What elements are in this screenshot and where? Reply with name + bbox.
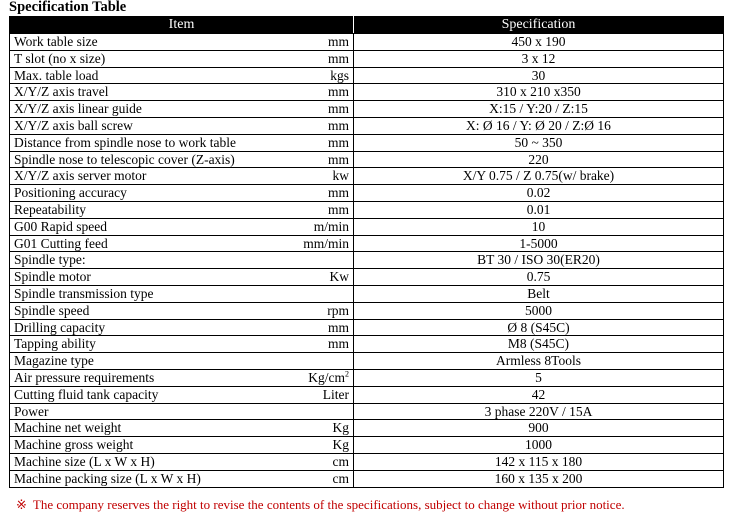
unit-text: mm xyxy=(327,319,349,335)
item-cell xyxy=(10,218,354,235)
item-cell xyxy=(10,168,354,185)
header-item: Item xyxy=(10,17,354,34)
unit-text: cm xyxy=(332,453,349,469)
table-row xyxy=(10,252,724,269)
item-unit xyxy=(333,471,350,487)
item-name: Machine gross weight xyxy=(14,437,134,453)
item-cell xyxy=(10,353,354,370)
spec-value: 50 ~ 350 xyxy=(354,134,724,151)
item-name: Spindle motor xyxy=(14,269,91,285)
unit-text: mm xyxy=(327,34,349,49)
table-row xyxy=(10,134,724,151)
item-unit xyxy=(328,202,349,218)
unit-text: mm xyxy=(327,117,349,133)
item-name: Machine size (L x W x H) xyxy=(14,453,155,469)
unit-text: kw xyxy=(332,168,349,184)
item-unit xyxy=(323,387,349,403)
item-name: Machine net weight xyxy=(14,420,122,436)
table-header-row xyxy=(10,17,724,34)
item-cell xyxy=(10,201,354,218)
spec-value: X/Y 0.75 / Z 0.75(w/ brake) xyxy=(354,168,724,185)
spec-value: 450 x 190 xyxy=(354,34,724,51)
item-name: Spindle transmission type xyxy=(14,285,154,301)
spec-value: 0.75 xyxy=(354,269,724,286)
table-row xyxy=(10,437,724,454)
specification-table xyxy=(9,16,724,488)
unit-text: mm/min xyxy=(303,235,349,251)
item-unit xyxy=(303,236,349,252)
item-unit xyxy=(333,437,350,453)
item-unit xyxy=(333,420,350,436)
spec-value: 0.01 xyxy=(354,201,724,218)
unit-text: mm xyxy=(327,101,349,117)
item-cell xyxy=(10,151,354,168)
table-row xyxy=(10,302,724,319)
table-row xyxy=(10,218,724,235)
unit-text: mm xyxy=(327,336,349,352)
spec-value: X: Ø 16 / Y: Ø 20 / Z:Ø 16 xyxy=(354,117,724,134)
spec-value: 310 x 210 x350 xyxy=(354,84,724,101)
table-row xyxy=(10,470,724,487)
reference-mark-icon: ※ xyxy=(16,497,27,512)
spec-value: 142 x 115 x 180 xyxy=(354,453,724,470)
table-row xyxy=(10,201,724,218)
spec-value: 42 xyxy=(354,386,724,403)
item-unit xyxy=(330,68,349,84)
table-row xyxy=(10,269,724,286)
item-unit xyxy=(328,135,349,151)
item-cell xyxy=(10,319,354,336)
item-name: X/Y/Z axis travel xyxy=(14,84,109,100)
spec-value: 5000 xyxy=(354,302,724,319)
item-cell xyxy=(10,420,354,437)
item-name: Spindle type: xyxy=(14,252,86,268)
unit-text: Kg xyxy=(332,437,349,453)
item-unit xyxy=(328,34,349,50)
table-row xyxy=(10,151,724,168)
unit-text: kgs xyxy=(330,67,349,83)
unit-text: mm xyxy=(327,185,349,201)
item-unit xyxy=(333,454,350,470)
item-cell xyxy=(10,437,354,454)
item-unit xyxy=(327,303,349,319)
item-name: Spindle speed xyxy=(14,302,90,318)
item-unit xyxy=(328,101,349,117)
unit-text: Kw xyxy=(329,269,349,285)
table-row xyxy=(10,84,724,101)
unit-superscript: 2 xyxy=(345,369,349,379)
item-cell xyxy=(10,84,354,101)
spec-value: 900 xyxy=(354,420,724,437)
item-unit xyxy=(328,118,349,134)
item-name: X/Y/Z axis ball screw xyxy=(14,117,133,133)
table-row xyxy=(10,285,724,302)
item-cell xyxy=(10,185,354,202)
item-unit xyxy=(328,336,349,352)
item-cell xyxy=(10,269,354,286)
spec-value: 10 xyxy=(354,218,724,235)
item-name: Tapping ability xyxy=(14,336,96,352)
item-cell xyxy=(10,235,354,252)
table-row xyxy=(10,420,724,437)
item-cell xyxy=(10,403,354,420)
spec-value: 0.02 xyxy=(354,185,724,202)
table-row xyxy=(10,319,724,336)
item-name: Air pressure requirements xyxy=(14,369,155,385)
item-cell xyxy=(10,117,354,134)
table-body xyxy=(10,34,724,488)
unit-text: Liter xyxy=(322,386,349,402)
item-unit xyxy=(328,84,349,100)
unit-text: mm xyxy=(327,151,349,167)
spec-value: 1-5000 xyxy=(354,235,724,252)
table-row xyxy=(10,353,724,370)
spec-value: 5 xyxy=(354,369,724,386)
table-row xyxy=(10,185,724,202)
item-name: Max. table load xyxy=(14,67,99,83)
item-name: G00 Rapid speed xyxy=(14,218,107,234)
item-name: Power xyxy=(14,403,49,419)
unit-text: mm xyxy=(327,84,349,100)
item-unit xyxy=(328,152,349,168)
item-name: Work table size xyxy=(14,34,98,49)
spec-value: 3 x 12 xyxy=(354,50,724,67)
item-cell xyxy=(10,302,354,319)
unit-text: cm xyxy=(332,470,349,486)
item-cell xyxy=(10,50,354,67)
unit-text: mm xyxy=(327,134,349,150)
page-title: Specification Table xyxy=(9,0,127,15)
spec-value: BT 30 / ISO 30(ER20) xyxy=(354,252,724,269)
item-cell xyxy=(10,252,354,269)
item-cell xyxy=(10,67,354,84)
item-unit xyxy=(328,320,349,336)
item-name: Cutting fluid tank capacity xyxy=(14,386,159,402)
item-unit xyxy=(314,219,349,235)
spec-value: 220 xyxy=(354,151,724,168)
item-name: Spindle nose to telescopic cover (Z-axis) xyxy=(14,151,235,167)
item-name: Distance from spindle nose to work table xyxy=(14,134,236,150)
unit-text: Kg xyxy=(332,420,349,436)
table-row xyxy=(10,67,724,84)
spec-value: 160 x 135 x 200 xyxy=(354,470,724,487)
unit-text: mm xyxy=(327,50,349,66)
item-unit xyxy=(330,269,350,285)
unit-text: mm xyxy=(327,201,349,217)
table-row xyxy=(10,117,724,134)
spec-value: Armless 8Tools xyxy=(354,353,724,370)
spec-value: 3 phase 220V / 15A xyxy=(354,403,724,420)
spec-value: Belt xyxy=(354,285,724,302)
notice-text: The company reserves the right to revise the contents of the specifications, subject to change without prior notice. xyxy=(32,497,625,512)
table-row xyxy=(10,453,724,470)
table-row xyxy=(10,336,724,353)
item-unit xyxy=(308,370,349,386)
spec-value: X:15 / Y:20 / Z:15 xyxy=(354,101,724,118)
item-name: G01 Cutting feed xyxy=(14,235,108,251)
table-row xyxy=(10,386,724,403)
header-specification: Specification xyxy=(354,17,724,34)
spec-value: 1000 xyxy=(354,437,724,454)
item-name: X/Y/Z axis server motor xyxy=(14,168,147,184)
table-row xyxy=(10,101,724,118)
item-cell xyxy=(10,34,354,51)
unit-text: m/min xyxy=(313,218,349,234)
item-name: Repeatability xyxy=(14,201,86,217)
spec-value: Ø 8 (S45C) xyxy=(354,319,724,336)
table-row xyxy=(10,34,724,51)
spec-value: 30 xyxy=(354,67,724,84)
item-name: T slot (no x size) xyxy=(14,50,106,66)
table-row xyxy=(10,50,724,67)
item-cell xyxy=(10,336,354,353)
item-name: X/Y/Z axis linear guide xyxy=(14,101,142,117)
item-name: Machine packing size (L x W x H) xyxy=(14,470,201,486)
item-unit xyxy=(328,185,349,201)
item-cell xyxy=(10,386,354,403)
revision-notice xyxy=(16,497,625,512)
item-name: Magazine type xyxy=(14,353,94,369)
item-cell xyxy=(10,369,354,386)
item-cell xyxy=(10,101,354,118)
unit-text: Kg/cm xyxy=(308,369,345,385)
table-row xyxy=(10,168,724,185)
item-name: Drilling capacity xyxy=(14,319,106,335)
item-unit xyxy=(328,51,349,67)
table-row xyxy=(10,369,724,386)
item-unit xyxy=(333,168,350,184)
item-cell xyxy=(10,453,354,470)
item-cell xyxy=(10,470,354,487)
spec-value: M8 (S45C) xyxy=(354,336,724,353)
item-cell xyxy=(10,285,354,302)
table-row xyxy=(10,235,724,252)
table-row xyxy=(10,403,724,420)
item-name: Positioning accuracy xyxy=(14,185,127,201)
item-cell xyxy=(10,134,354,151)
unit-text: rpm xyxy=(327,302,349,318)
